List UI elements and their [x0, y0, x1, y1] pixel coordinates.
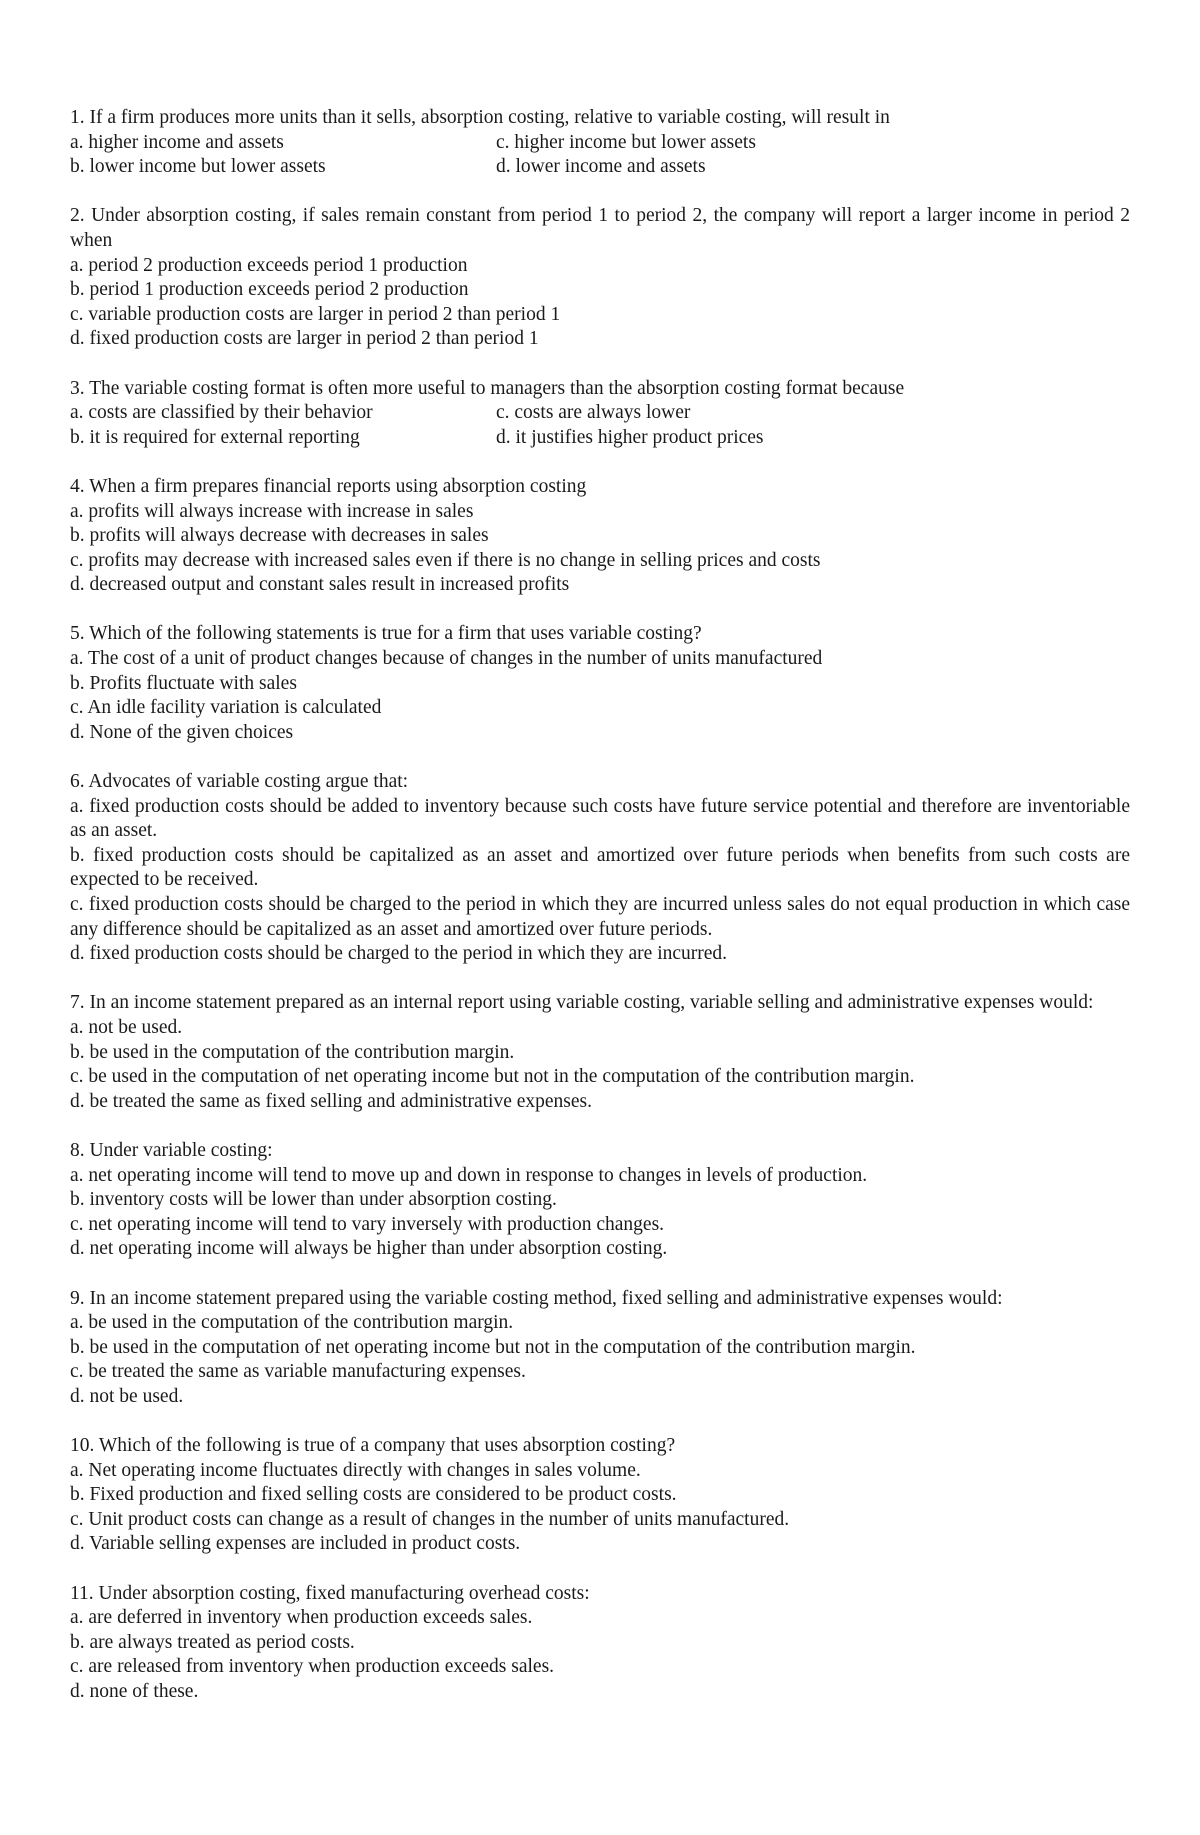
question-1	[70, 106, 1130, 180]
option-b: b. it is required for external reporting	[70, 426, 360, 448]
option-d: d. it justifies higher product prices	[496, 426, 764, 448]
option-c: c. Unit product costs can change as a result of changes in the number of units manufactured.	[70, 1508, 790, 1530]
document-page	[70, 106, 1130, 1729]
option-a: a. profits will always increase with increase in sales	[70, 500, 474, 522]
option-b: b. inventory costs will be lower than under absorption costing.	[70, 1189, 557, 1211]
option-d: d. fixed production costs are larger in period 2 than period 1	[70, 328, 539, 350]
answer-options	[70, 647, 1130, 745]
option-a: a. are deferred in inventory when production exceeds sales.	[70, 1607, 533, 1629]
option-b: b. be used in the computation of net operating income but not in the computation of the contribution margin.	[70, 1336, 916, 1358]
option-d: d. lower income and assets	[496, 156, 706, 178]
option-b: b. period 1 production exceeds period 2 production	[70, 279, 469, 301]
option-d: d. net operating income will always be higher than under absorption costing.	[70, 1238, 668, 1260]
question-9	[70, 1287, 1130, 1410]
question-5	[70, 622, 1130, 745]
option-b: b. fixed production costs should be capitalized as an asset and amortized over future periods when benefits from such costs are expected to be received.	[70, 844, 1130, 891]
question-2	[70, 204, 1130, 352]
option-a: a. not be used.	[70, 1016, 183, 1038]
option-c: c. higher income but lower assets	[496, 131, 756, 153]
option-a: a. costs are classified by their behavior	[70, 402, 373, 424]
answer-options	[70, 131, 1130, 180]
option-b: b. lower income but lower assets	[70, 156, 326, 178]
option-d: d. Variable selling expenses are included in product costs.	[70, 1533, 521, 1555]
option-d: d. be treated the same as fixed selling and administrative expenses.	[70, 1090, 592, 1112]
question-stem: 8. Under variable costing:	[70, 1139, 273, 1161]
option-d: d. none of these.	[70, 1681, 199, 1702]
option-a: a. period 2 production exceeds period 1 production	[70, 254, 468, 276]
option-a: a. be used in the computation of the contribution margin.	[70, 1312, 514, 1334]
question-10	[70, 1434, 1130, 1557]
option-d: d. not be used.	[70, 1385, 184, 1407]
option-a: a. Net operating income fluctuates directly with changes in sales volume.	[70, 1459, 641, 1481]
question-stem: 7. In an income statement prepared as an internal report using variable costing, variable selling and administrative expenses would:	[70, 992, 1094, 1014]
question-8	[70, 1139, 1130, 1262]
option-a: a. net operating income will tend to move up and down in response to changes in levels of production.	[70, 1164, 868, 1186]
answer-options	[70, 401, 1130, 450]
answer-options	[70, 1016, 1130, 1114]
question-3	[70, 377, 1130, 451]
answer-options	[70, 1606, 1130, 1704]
answer-options	[70, 254, 1130, 352]
option-d: d. decreased output and constant sales result in increased profits	[70, 574, 570, 596]
answer-options	[70, 1311, 1130, 1409]
question-stem: 9. In an income statement prepared using the variable costing method, fixed selling and administrative expenses would:	[70, 1287, 1003, 1309]
option-b: b. are always treated as period costs.	[70, 1631, 355, 1653]
option-b: b. profits will always decrease with decreases in sales	[70, 525, 489, 547]
option-b: b. Fixed production and fixed selling costs are considered to be product costs.	[70, 1484, 677, 1506]
question-stem: 3. The variable costing format is often more useful to managers than the absorption costing format because	[70, 377, 905, 399]
question-stem: 2. Under absorption costing, if sales remain constant from period 1 to period 2, the company will report a larger income in period 2 when	[70, 205, 1130, 251]
question-6	[70, 770, 1130, 967]
option-a: a. fixed production costs should be added to inventory because such costs have future service potential and therefore are inventoriable as an asset.	[70, 795, 1130, 842]
answer-options	[70, 1459, 1130, 1557]
question-stem: 11. Under absorption costing, fixed manufacturing overhead costs:	[70, 1582, 590, 1604]
question-stem: 6. Advocates of variable costing argue that:	[70, 771, 409, 793]
option-c: c. fixed production costs should be charged to the period in which they are incurred unless sales do not equal production in which case any difference should be capitalized as an asset and amortized over future periods.	[70, 894, 1130, 940]
option-c: c. be treated the same as variable manufacturing expenses.	[70, 1361, 526, 1383]
question-7	[70, 991, 1130, 1114]
answer-options	[70, 795, 1130, 967]
question-stem: 4. When a firm prepares financial reports using absorption costing	[70, 475, 587, 497]
question-stem: 10. Which of the following is true of a company that uses absorption costing?	[70, 1435, 676, 1457]
option-b: b. Profits fluctuate with sales	[70, 672, 297, 694]
option-c: c. be used in the computation of net operating income but not in the computation of the contribution margin.	[70, 1066, 915, 1088]
option-d: d. fixed production costs should be charged to the period in which they are incurred.	[70, 943, 728, 965]
option-a: a. higher income and assets	[70, 131, 284, 153]
option-c: c. costs are always lower	[496, 402, 691, 424]
option-c: c. An idle facility variation is calculated	[70, 697, 382, 719]
option-c: c. variable production costs are larger in period 2 than period 1	[70, 303, 561, 325]
option-d: d. None of the given choices	[70, 721, 294, 743]
answer-options	[70, 1164, 1130, 1262]
option-c: c. net operating income will tend to vary inversely with production changes.	[70, 1213, 665, 1235]
option-c: c. are released from inventory when production exceeds sales.	[70, 1656, 555, 1678]
question-stem: 5. Which of the following statements is true for a firm that uses variable costing?	[70, 623, 702, 645]
answer-options	[70, 500, 1130, 598]
option-c: c. profits may decrease with increased sales even if there is no change in selling prices and costs	[70, 549, 821, 571]
option-b: b. be used in the computation of the contribution margin.	[70, 1041, 515, 1063]
option-a: a. The cost of a unit of product changes because of changes in the number of units manufactured	[70, 648, 823, 670]
question-4	[70, 475, 1130, 598]
question-stem: 1. If a firm produces more units than it sells, absorption costing, relative to variable costing, will result in	[70, 107, 890, 128]
question-11	[70, 1582, 1130, 1705]
